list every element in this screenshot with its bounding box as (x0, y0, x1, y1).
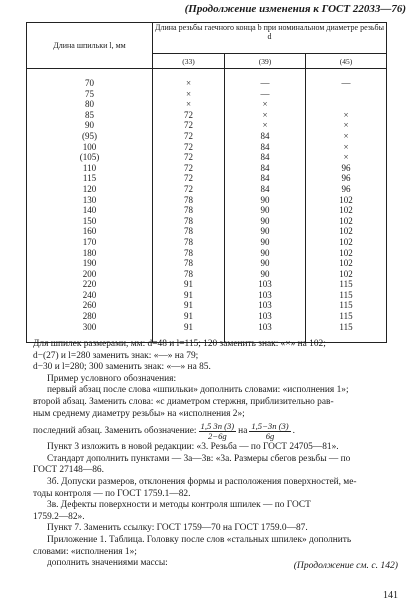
table-cell: 102 (339, 226, 353, 237)
table-cell: 72 (184, 162, 193, 173)
table-cell: 90 (260, 205, 270, 216)
table-cell: × (185, 88, 192, 99)
table-cell: 120 (82, 183, 97, 194)
table-cell: × (262, 109, 268, 120)
text-line: 3б. Допуски размеров, отклонения формы и расположения поверхностей, ме- (47, 476, 357, 487)
text-line: ным среднему диаметру резьбы» на «исполнения 2»; (33, 408, 245, 419)
table-cell: 80 (85, 99, 94, 110)
table-cell: 78 (184, 194, 193, 205)
table-cell: 70 (85, 78, 94, 88)
table-cell: 85 (85, 109, 94, 120)
diameter-header-45: (45) (306, 54, 387, 69)
text-line: словами: «исполнения 1»; (33, 546, 137, 557)
table-cell: 240 (82, 289, 97, 300)
table-cell: 72 (184, 120, 193, 131)
table-cell: — (260, 88, 270, 99)
table-cell: 84 (260, 173, 270, 184)
table-cell: 78 (184, 247, 193, 258)
diameter-header-33: (33) (153, 54, 225, 69)
table-cell: 84 (260, 183, 270, 194)
table-cell: × (262, 99, 268, 110)
table-cell (306, 99, 386, 110)
old-designation-fraction (199, 422, 237, 441)
table-cell: 84 (260, 152, 270, 163)
table-cell: 102 (339, 236, 353, 247)
text-line: дополнить значениями массы: (47, 558, 168, 569)
table-cell: 84 (260, 162, 270, 173)
table-cell: (95) (82, 130, 97, 141)
continuation-note: (Продолжение см. с. 142) (293, 560, 398, 571)
table-cell: 90 (260, 258, 270, 269)
table-cell: × (343, 130, 349, 141)
table-cell: 280 (82, 311, 97, 322)
table-cell: 72 (184, 173, 193, 184)
table-cell: × (343, 141, 349, 152)
thread-length-header: Длина резьбы гаечного конца b при номинальном диаметре резьбы d (153, 23, 387, 54)
table-cell: 91 (184, 321, 193, 332)
text-line: d−30 и l=280; 300 заменить знак: «—» на 85. (33, 362, 211, 373)
table-cell: 170 (82, 236, 97, 247)
text-line: Пункт 7. Заменить ссылку: ГОСТ 1759—70 на ГОСТ 1759.0—87. (47, 523, 308, 534)
page-number: 141 (383, 590, 398, 601)
table-cell: 102 (339, 258, 353, 269)
table-cell: 78 (184, 205, 193, 216)
table-cell: 78 (184, 268, 193, 279)
table-cell: 260 (82, 300, 97, 311)
table-cell: 96 (341, 162, 351, 173)
page-header: (Продолжение изменения к ГОСТ 22033—76) (184, 3, 406, 15)
table-cell: 102 (339, 194, 353, 205)
designation-line (33, 420, 403, 442)
table-cell: 90 (260, 236, 270, 247)
fraction-denominator: 2−6g (207, 430, 227, 441)
amendment-text (33, 339, 403, 570)
table-cell: 90 (260, 226, 270, 237)
stud-length-column (27, 69, 153, 343)
thread-length-table (26, 22, 387, 343)
table-cell: 115 (82, 173, 97, 184)
table-cell: — (260, 78, 270, 88)
table-cell: × (343, 152, 349, 163)
table-cell: 103 (258, 311, 272, 322)
table-cell: × (262, 120, 268, 131)
text-line: Пример условного обозначения: (47, 373, 177, 384)
text-line: 1759.2—82». (33, 511, 85, 522)
diameter-header-39: (39) (225, 54, 306, 69)
fraction-denominator: 6g (265, 430, 275, 441)
text-line: Приложение 1. Таблица. Головку после слов «стальных шпилек» дополнить (47, 534, 352, 545)
table-cell: 102 (339, 268, 353, 279)
diameter-39-column (225, 69, 306, 343)
table-cell: 78 (184, 258, 193, 269)
table-cell: 150 (82, 215, 97, 226)
table-cell: (105) (79, 152, 100, 163)
diameter-33-column (153, 69, 225, 343)
designation-prefix: последний абзац. Заменить обозначение: (33, 426, 197, 437)
text-line: тоды контроля — по ГОСТ 1759.1—82. (33, 488, 191, 499)
table-cell: 110 (82, 162, 97, 173)
table-cell: 75 (85, 88, 94, 99)
table-cell: 91 (184, 289, 193, 300)
table-cell: 72 (184, 130, 193, 141)
table-cell: 102 (339, 215, 353, 226)
table-cell: 115 (339, 321, 353, 332)
designation-end: . (292, 426, 296, 437)
text-line: второй абзац. Заменить слова: «с диаметром стержня, приблизительно рав- (33, 396, 334, 407)
table-cell: 115 (339, 279, 353, 290)
table-cell: 84 (260, 141, 270, 152)
text-line: ГОСТ 27148—86. (33, 465, 104, 476)
table-cell: 190 (82, 258, 97, 269)
table-cell: 103 (258, 289, 272, 300)
table-cell: 84 (260, 130, 270, 141)
table-cell: 72 (184, 141, 193, 152)
table-cell: 78 (184, 215, 193, 226)
table-cell: × (343, 120, 349, 131)
text-line: d−(27) и l=280 заменить знак: «—» на 79; (33, 350, 199, 361)
table-cell: 115 (339, 289, 353, 300)
table-cell: 180 (82, 247, 97, 258)
new-designation-fraction (249, 422, 290, 441)
table-cell: 103 (258, 279, 272, 290)
table-cell: 90 (260, 194, 270, 205)
table-cell: 90 (260, 215, 270, 226)
fraction-numerator: 1,5 3n (3) (200, 420, 235, 431)
table-cell: 115 (339, 300, 353, 311)
table-cell: 96 (341, 183, 351, 194)
table-cell: 72 (184, 152, 193, 163)
table-cell: 100 (82, 141, 97, 152)
table-cell: — (341, 78, 351, 88)
table-cell: 96 (341, 173, 351, 184)
fraction-numerator: 1,5−3n (3) (251, 420, 289, 431)
stud-length-header: Длина шпильки l, мм (27, 23, 153, 69)
table-cell: × (343, 109, 349, 120)
table-cell: 103 (258, 300, 272, 311)
table-cell: 140 (82, 205, 97, 216)
table-cell: 78 (184, 236, 193, 247)
table-cell: 160 (82, 226, 97, 237)
text-line: Пункт 3 изложить в новой редакции: «3. Резьба — по ГОСТ 24705—81». (47, 442, 339, 453)
table-cell: 91 (184, 311, 193, 322)
table-cell: 90 (260, 247, 270, 258)
text-line: Стандарт дополнить пунктами — 3а—3в: «3а. Размеры сбегов резьбы — по (47, 453, 351, 464)
table-cell: 72 (184, 109, 193, 120)
table-cell: 91 (184, 279, 193, 290)
table-cell: 102 (339, 247, 353, 258)
table-cell: 102 (339, 205, 353, 216)
text-line: первый абзац после слова «шпильки» дополнить словами: «исполнения 1»; (47, 385, 349, 396)
designation-conjunction: на (238, 426, 248, 437)
table-cell: 103 (258, 321, 272, 332)
table-cell: 200 (82, 268, 97, 279)
table-cell: 130 (82, 194, 97, 205)
table-cell: 91 (184, 300, 193, 311)
text-line: Для шпилек размерами, мм: d=48 и l=115; 120 заменить знак: «×» на 102; (33, 339, 326, 349)
table-cell: 220 (82, 279, 97, 290)
diameter-45-column (306, 69, 387, 343)
table-cell: 90 (260, 268, 270, 279)
table-cell: × (185, 78, 192, 88)
table-cell (306, 89, 386, 100)
table-cell: 78 (184, 226, 193, 237)
table-cell: × (185, 99, 192, 110)
text-line: 3в. Дефекты поверхности и методы контроля шпилек — по ГОСТ (47, 500, 311, 511)
table-cell: 300 (82, 321, 97, 332)
table-cell: 72 (184, 183, 193, 194)
table-cell: 115 (339, 311, 353, 322)
table-cell: 90 (85, 120, 94, 131)
